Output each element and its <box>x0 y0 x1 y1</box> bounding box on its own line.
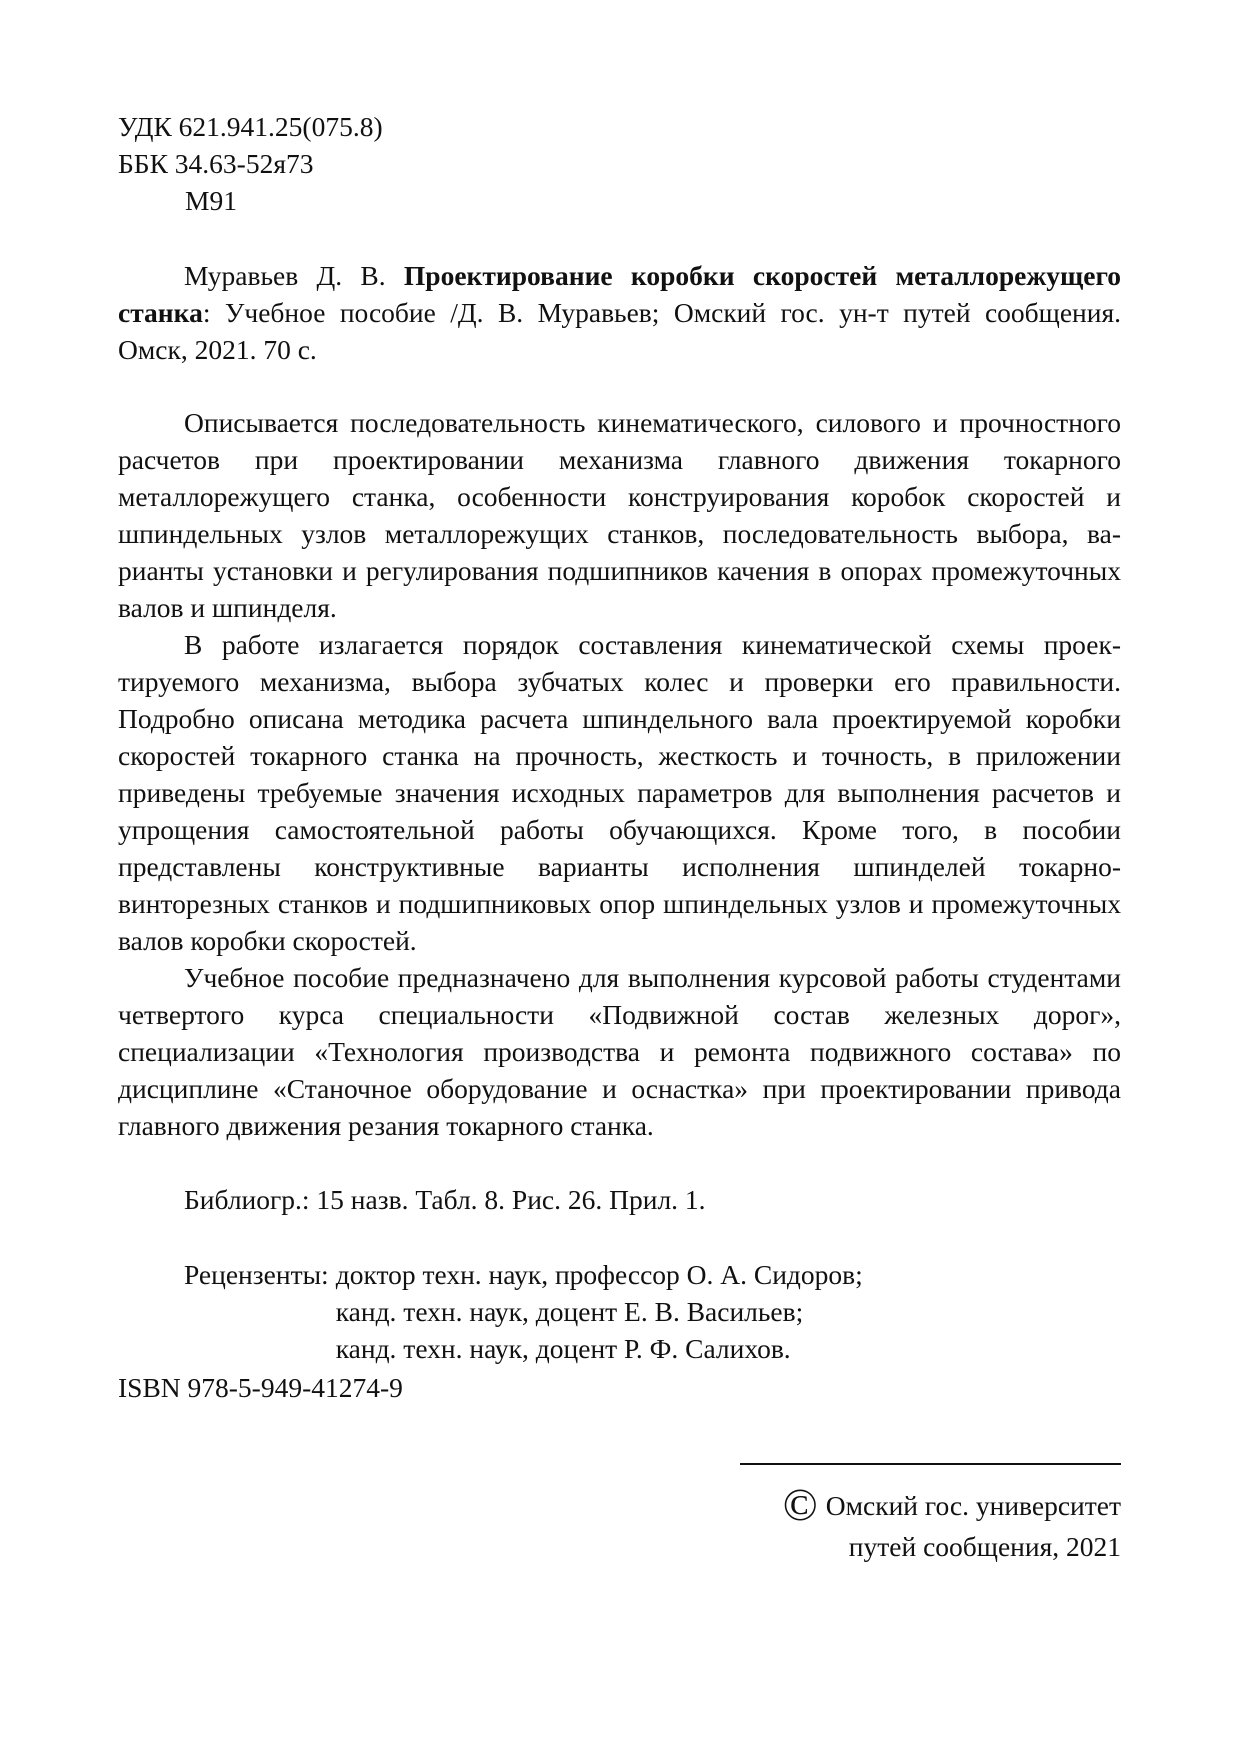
author-name: Муравьев Д. В. <box>184 260 386 291</box>
abstract-paragraph: Учебное пособие предназначено для выполнения курсовой работы студентами четвертого курса специальности «Подвижной состав железных дорог», специализации «Технология производства и ремонта подвижного состава» по дисциплине «Станочное оборудование и оснастка» при проектировании привода главного движения резания токарного станка. <box>118 962 1121 1141</box>
bibliographic-record <box>118 257 1121 368</box>
copyright-divider <box>740 1463 1121 1465</box>
bibliography-stats: Библиогр.: 15 назв. Табл. 8. Рис. 26. Прил. 1. <box>184 1184 706 1215</box>
udk-code: УДК 621.941.25(075.8) <box>118 111 383 142</box>
reviewers-label: Рецензенты: <box>184 1259 329 1290</box>
reviewer-item: канд. техн. наук, доцент Р. Ф. Салихов. <box>335 1333 791 1364</box>
document-page <box>118 108 1121 1367</box>
book-title-part2: станка <box>118 297 203 328</box>
abstract-paragraph: В работе излагается порядок составления кинематической схемы проектируемого механизма, выбора зубчатых колес и проверки его правильности. Подробно описана методика расчета шпиндельного вала проектируемой коробки скоростей токарного станка на прочность, жесткость и точность, в приложении приведены требуемые значения исходных параметров для выполнения расчетов и упрощения самостоятельной работы обучающихся. Кроме того, в пособии представлены конструктивные варианты исполнения шпинделей токарновинторезных станков и подшипниковых опор шпиндельных узлов и промежуточных валов коробки скоростей. <box>118 629 1121 956</box>
copyright-holder-line1: Омский гос. университет <box>825 1489 1121 1521</box>
book-title-part1: Проектирование коробки скоростей металлорежущего <box>403 260 1121 291</box>
reviewers-list <box>329 1256 863 1367</box>
author-mark: М91 <box>185 185 237 216</box>
isbn: ISBN 978-5-949-41274-9 <box>118 1372 403 1403</box>
abstract-paragraph: Описывается последовательность кинематического, силового и прочностного расчетов при проектировании механизма главного движения токарного металлорежущего станка, особенности конструирования коробок скоростей и шпиндельных узлов металлорежущих станков, последовательность выбора, варианты установки и регулирования подшипников качения в опорах промежуточных валов и шпинделя. <box>118 407 1121 623</box>
reviewer-item: канд. техн. наук, доцент Е. В. Васильев; <box>335 1296 804 1327</box>
bibliographic-details: : Учебное пособие /Д. В. Муравьев; Омский гос. ун-т путей сообщения. Омск, 2021. 70 с. <box>118 297 1121 365</box>
copyright-block <box>782 1479 1121 1565</box>
bbk-code: ББК 34.63-52я73 <box>118 148 314 179</box>
reviewer-item: доктор техн. наук, профессор О. А. Сидоров; <box>335 1259 863 1290</box>
reviewers-block <box>118 1256 1121 1367</box>
copyright-icon: © <box>782 1479 818 1530</box>
abstract <box>118 404 1121 1144</box>
copyright-holder-line2: путей сообщения, 2021 <box>848 1531 1121 1562</box>
